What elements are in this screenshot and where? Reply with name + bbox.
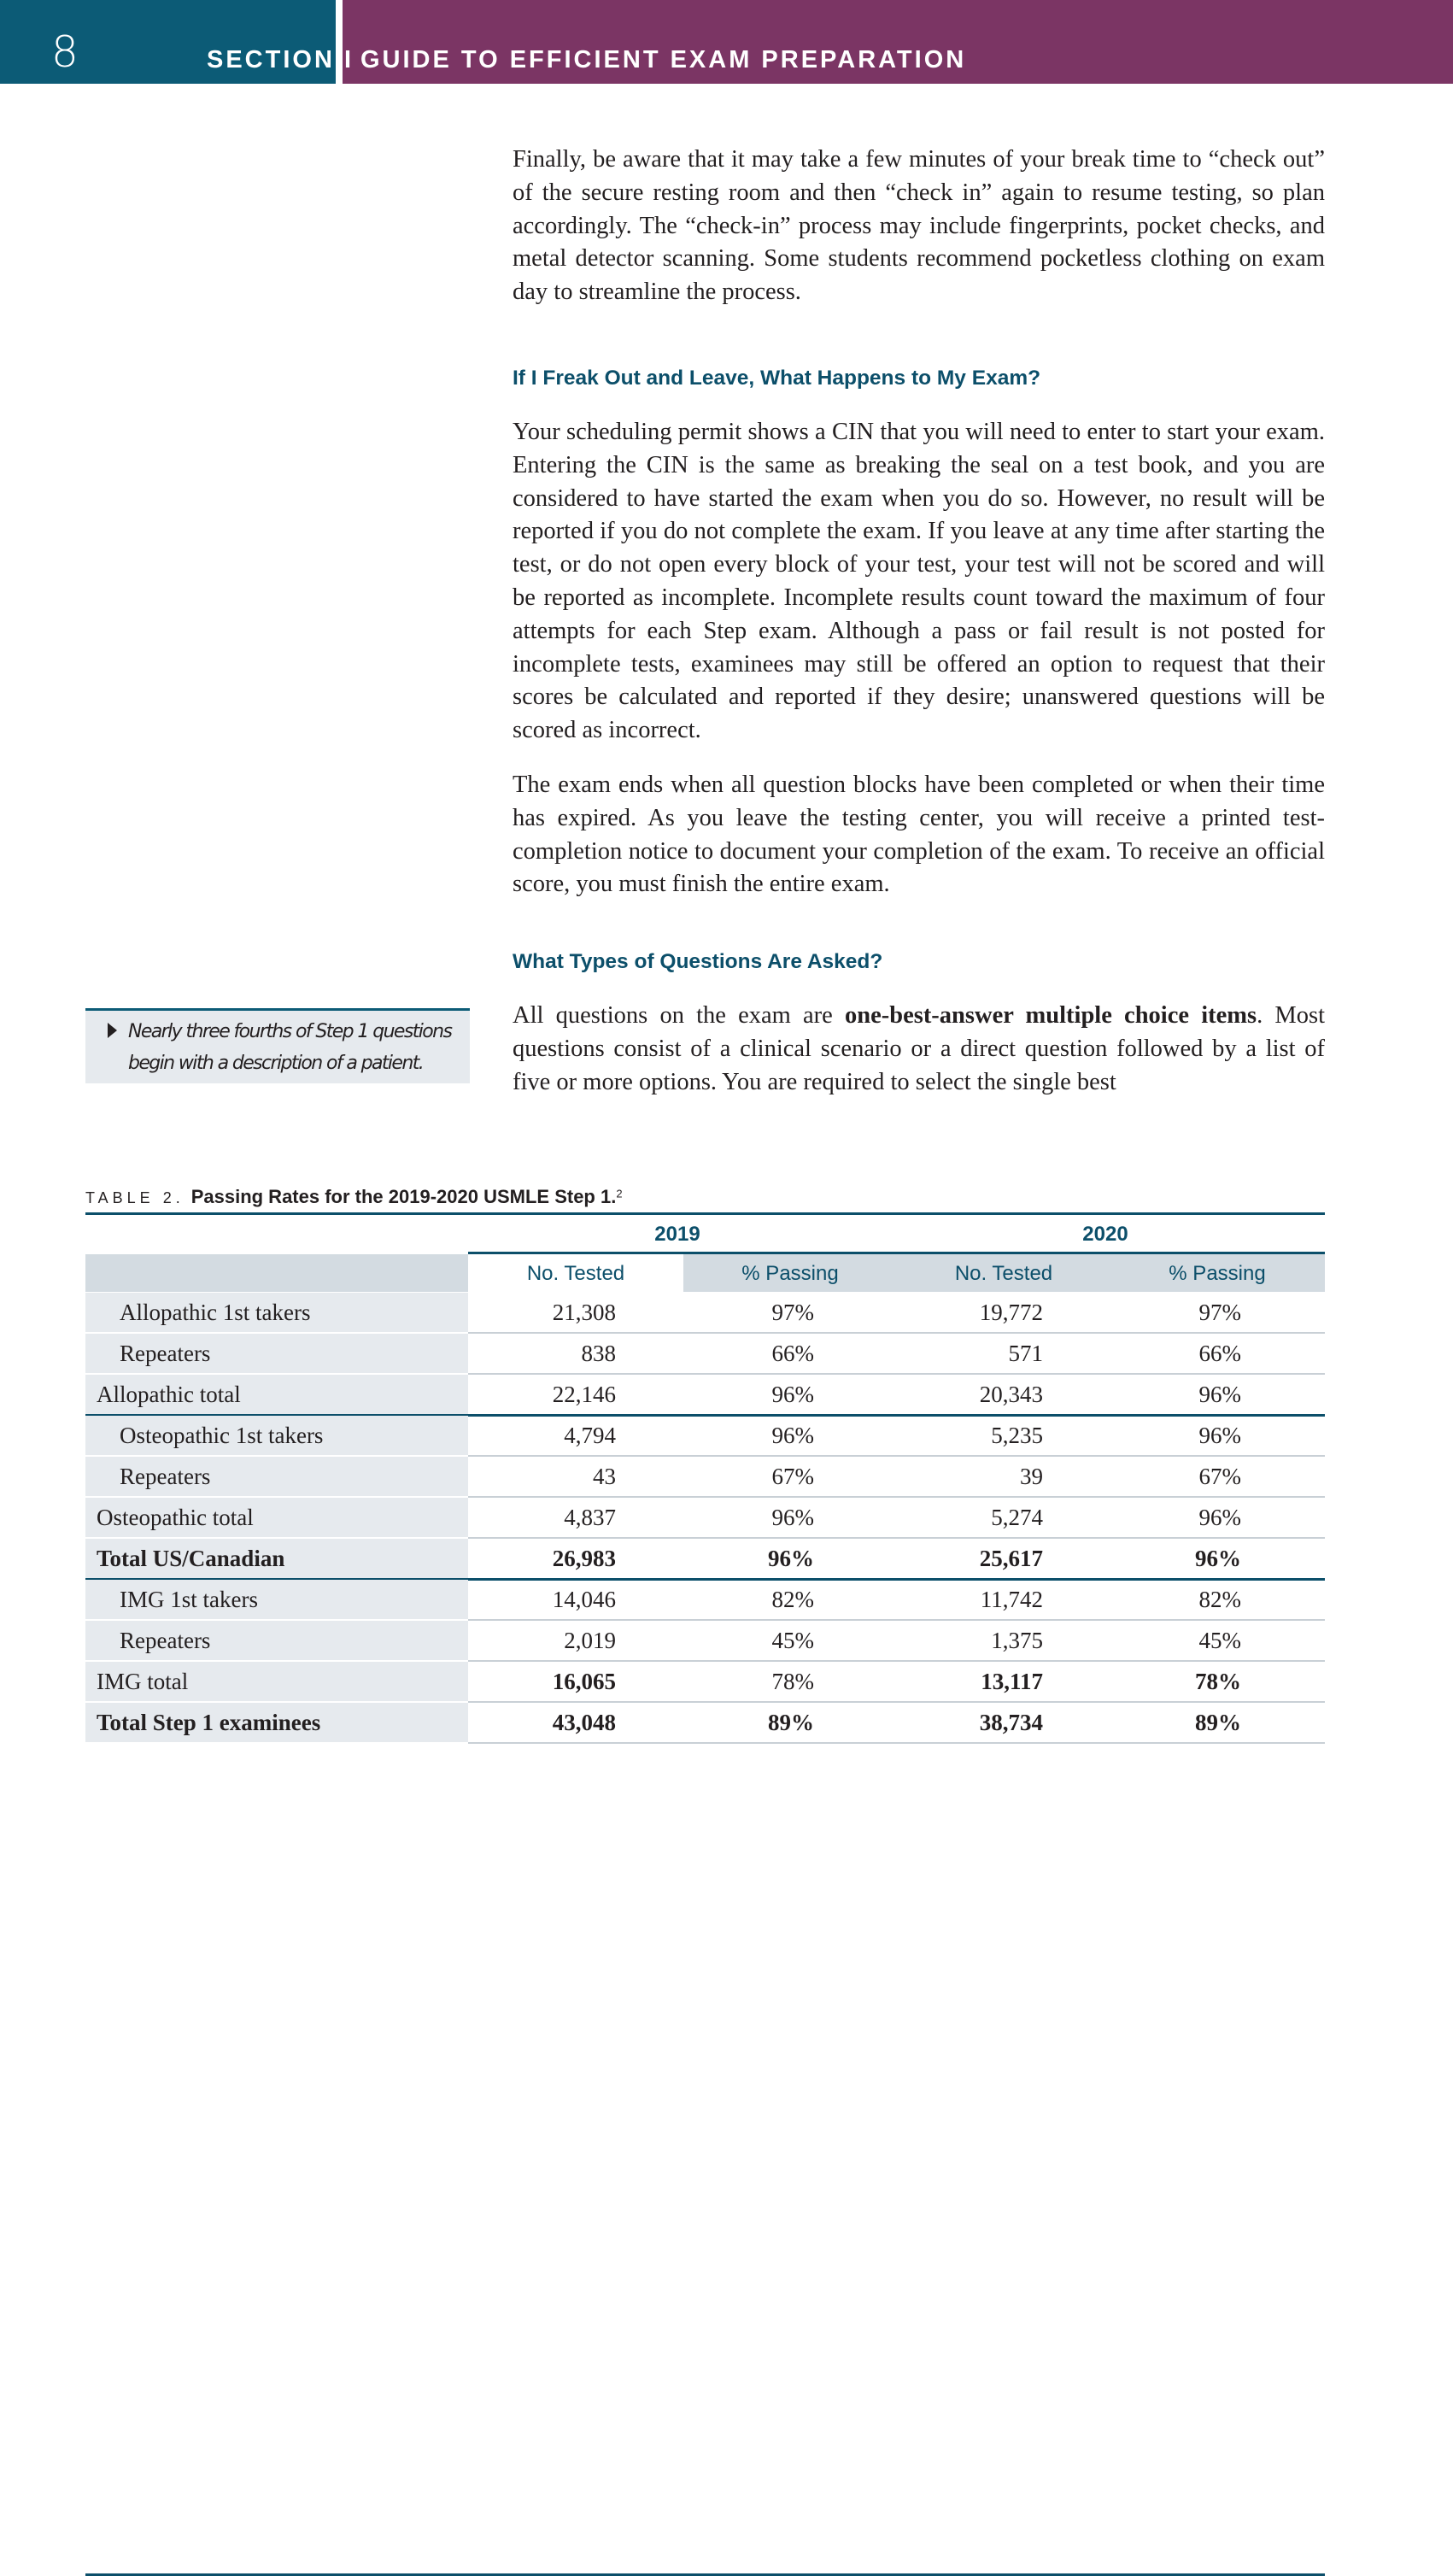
cell-pct-passing: 96% [1198, 1423, 1241, 1448]
heading-question-types [513, 952, 1325, 973]
cell-pct-passing: 96% [771, 1423, 814, 1448]
cell-no-tested: 14,046 [552, 1587, 616, 1612]
cell-pct-passing: 45% [771, 1628, 814, 1653]
table-row [85, 1375, 1325, 1416]
paragraph-text: Finally, be aware that it may take a few minutes of your break time to “check out” of the secure resting room and then “check in” again to resume testing, so plan accordingly. The “check-in” process may include fingerprints, pocket checks, and metal detector scanning. Some students recommend pocketless clothing on exam day to streamline the process. [513, 146, 1325, 306]
cell-no-tested: 19,772 [979, 1300, 1043, 1325]
paragraph-cin [513, 416, 1325, 748]
paragraph-text [513, 1000, 1325, 1099]
cell-pct-passing: 97% [1198, 1300, 1241, 1325]
table-row [85, 1416, 1325, 1457]
page-number: 8 [51, 27, 79, 77]
table-row [85, 1539, 1325, 1580]
chapter-title: GUIDE TO EFFICIENT EXAM PREPARATION [360, 46, 967, 73]
cell-pct-passing: 66% [771, 1341, 814, 1366]
row-label: Allopathic total [97, 1382, 241, 1407]
table-row [85, 1621, 1325, 1662]
row-label: Repeaters [120, 1628, 211, 1653]
cell-no-tested: 22,146 [552, 1382, 616, 1407]
cell-no-tested: 25,617 [979, 1546, 1043, 1571]
cell-no-tested: 5,274 [991, 1505, 1043, 1530]
cell-no-tested: 4,837 [564, 1505, 616, 1530]
heading-freak-out [513, 368, 1325, 390]
paragraph-break-checkout [513, 144, 1325, 309]
year-header-2020: 2020 [1082, 1223, 1128, 1246]
table-row [85, 1498, 1325, 1539]
paragraph-exam-ends [513, 769, 1325, 901]
cell-pct-passing: 96% [1198, 1505, 1241, 1530]
paragraph-question-types [513, 1000, 1325, 1099]
sidebar-note-text: Nearly three fourths of Step 1 questions begin with a description of a patient. [128, 1021, 452, 1074]
table-row [85, 1293, 1325, 1334]
table-row [85, 1457, 1325, 1498]
subheader-pct-passing-2019: % Passing [741, 1262, 839, 1285]
cell-pct-passing: 82% [1198, 1587, 1241, 1612]
row-label: Total US/Canadian [97, 1546, 285, 1571]
cell-no-tested: 20,343 [979, 1382, 1043, 1407]
cell-no-tested: 43,048 [552, 1710, 616, 1735]
sidebar-note [85, 1008, 470, 1083]
row-label: Osteopathic 1st takers [120, 1423, 324, 1448]
cell-pct-passing: 67% [771, 1464, 814, 1489]
cell-pct-passing: 78% [771, 1669, 814, 1694]
cell-pct-passing: 97% [771, 1300, 814, 1325]
cell-no-tested: 38,734 [979, 1710, 1043, 1735]
cell-no-tested: 838 [581, 1341, 616, 1366]
cell-pct-passing: 82% [771, 1587, 814, 1612]
cell-pct-passing: 96% [1198, 1382, 1241, 1407]
cell-no-tested: 11,742 [980, 1587, 1043, 1612]
row-label: Osteopathic total [97, 1505, 254, 1530]
row-label: Repeaters [120, 1464, 211, 1489]
section-label: SECTION I [207, 46, 354, 73]
subheader-no-tested-2020: No. Tested [954, 1262, 1053, 1285]
row-label: Repeaters [120, 1341, 211, 1366]
subheader-pct-passing-2020: % Passing [1169, 1262, 1266, 1285]
table-caption [85, 1188, 623, 1206]
para-end: . Most questions consist of a clinical scenario or a direct question followed by a list of five or more options. You are required to select the single best [513, 1002, 1325, 1095]
cell-no-tested: 13,117 [981, 1669, 1043, 1694]
cell-pct-passing: 67% [1198, 1464, 1241, 1489]
subheader-no-tested-2019: No. Tested [526, 1262, 625, 1285]
row-label: Total Step 1 examinees [97, 1710, 321, 1735]
table-caption-footnote: 2 [616, 1187, 623, 1200]
table-row [85, 1334, 1325, 1375]
paragraph-text: The exam ends when all question blocks have been completed or when their time has expired. As you leave the testing center, you will receive a printed test-completion notice to document your completion of the exam. To receive an official score, you must finish the entire exam. [513, 772, 1325, 898]
triangle-bullet-icon [108, 1023, 117, 1038]
para-start: All questions on the exam are [513, 1002, 833, 1029]
cell-pct-passing: 96% [768, 1546, 814, 1571]
cell-pct-passing: 78% [1195, 1669, 1241, 1694]
cell-pct-passing: 96% [1195, 1546, 1241, 1571]
table-top-rule [85, 1212, 1325, 1215]
cell-no-tested: 4,794 [564, 1423, 616, 1448]
row-label: Allopathic 1st takers [120, 1300, 311, 1325]
year-header-2019: 2019 [654, 1223, 700, 1246]
cell-pct-passing: 66% [1198, 1341, 1241, 1366]
cell-pct-passing: 45% [1198, 1628, 1241, 1653]
cell-no-tested: 26,983 [552, 1546, 616, 1571]
cell-no-tested: 21,308 [552, 1300, 616, 1325]
table-row [85, 1703, 1325, 1744]
row-separator [468, 1742, 1325, 1744]
cell-no-tested: 5,235 [991, 1423, 1043, 1448]
cell-pct-passing: 96% [771, 1505, 814, 1530]
row-label: IMG 1st takers [120, 1587, 258, 1612]
cell-no-tested: 39 [1020, 1464, 1043, 1489]
table-row [85, 1580, 1325, 1621]
cell-no-tested: 2,019 [564, 1628, 616, 1653]
table-row [85, 1662, 1325, 1703]
cell-no-tested: 43 [593, 1464, 616, 1489]
cell-no-tested: 16,065 [552, 1669, 616, 1694]
cell-no-tested: 1,375 [991, 1628, 1043, 1653]
cell-pct-passing: 89% [768, 1710, 814, 1735]
table-label: TABLE 2. [85, 1189, 185, 1206]
cell-pct-passing: 89% [1195, 1710, 1241, 1735]
cell-no-tested: 571 [1008, 1341, 1043, 1366]
row-label: IMG total [97, 1669, 189, 1694]
section-heading: If I Freak Out and Leave, What Happens to My Exam? [513, 367, 1041, 390]
cell-pct-passing: 96% [771, 1382, 814, 1407]
paragraph-text: Your scheduling permit shows a CIN that you will need to enter to start your exam. Entering the CIN is the same as breaking the seal on a test book, and you are considered to have started the exam when you do so. However, no result will be reported if you do not complete the exam. If you leave at any time after starting the test, or do not open every block of your test, your test will not be scored and will be reported as incomplete. Incomplete results count toward the maximum of four attempts for each Step exam. Although a pass or fail result is not posted for incomplete tests, examinees may still be offered an option to request that their scores be calculated and reported if they desire; unanswered questions will be scored as incorrect. [513, 419, 1325, 744]
section-heading: What Types of Questions Are Asked? [513, 950, 883, 973]
bold-phrase: one-best-answer multiple choice items [844, 1002, 1257, 1029]
table-caption-text: Passing Rates for the 2019-2020 USMLE Step 1. [190, 1186, 617, 1207]
